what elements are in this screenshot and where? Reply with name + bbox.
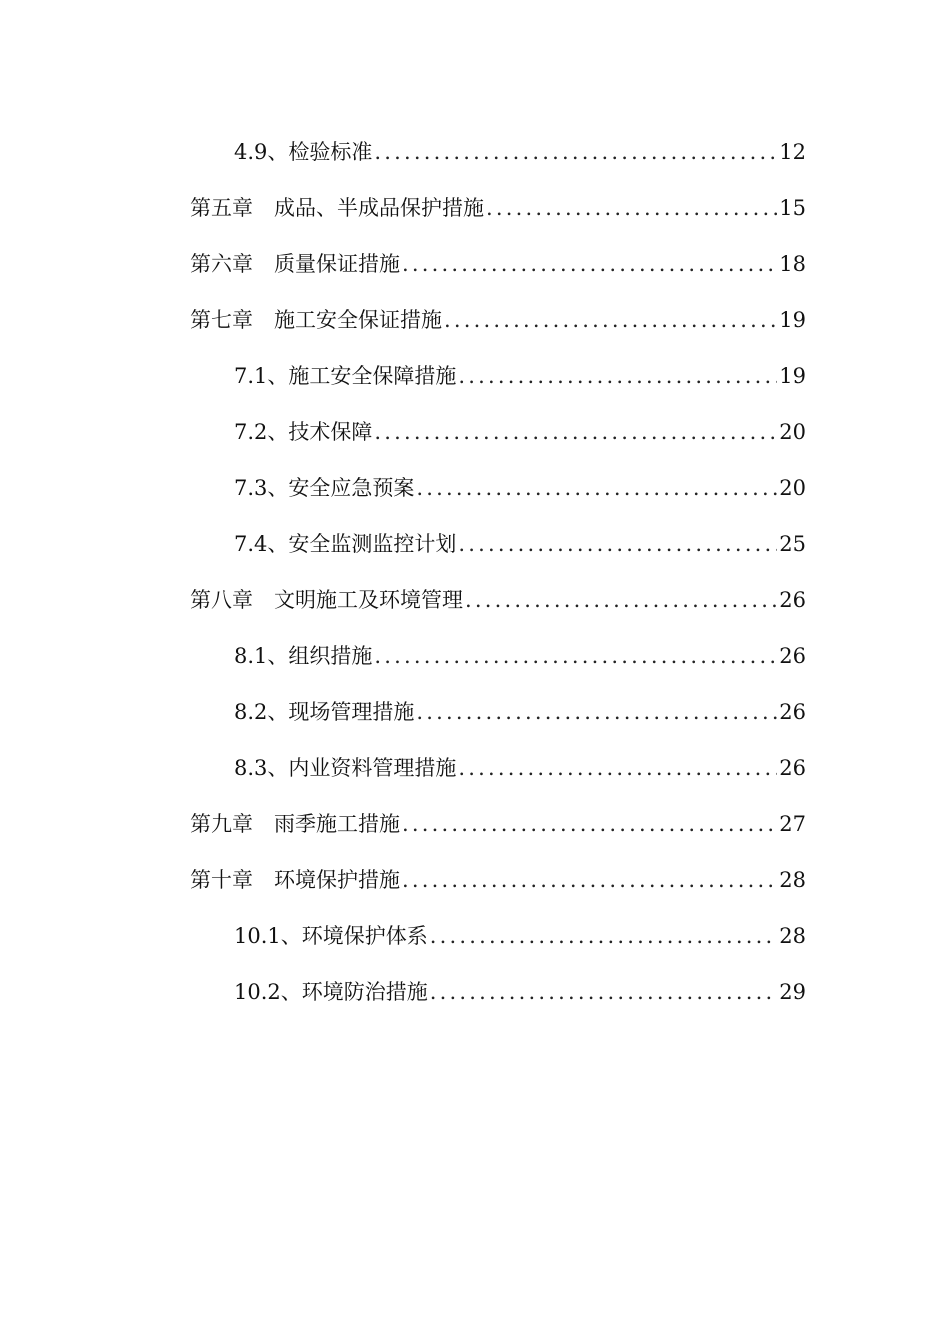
toc-entry-page: 20 xyxy=(779,476,806,500)
toc-entry-label: 10.2、环境防治措施 xyxy=(234,980,428,1004)
toc-entry-page: 12 xyxy=(779,140,806,164)
toc-entry-label: 8.3、内业资料管理措施 xyxy=(234,756,457,780)
toc-dot-leader xyxy=(430,922,778,950)
toc-entry-page: 28 xyxy=(779,924,806,948)
toc-dot-leader xyxy=(374,138,777,166)
toc-entry[interactable] xyxy=(190,250,806,278)
toc-dot-leader xyxy=(458,754,777,782)
toc-entry[interactable] xyxy=(234,530,806,558)
toc-entry-page: 15 xyxy=(779,196,806,220)
toc-entry[interactable] xyxy=(234,418,806,446)
toc-entry-page: 26 xyxy=(779,588,806,612)
toc-dot-leader xyxy=(416,698,777,726)
toc-entry[interactable] xyxy=(234,698,806,726)
toc-entry[interactable] xyxy=(190,586,806,614)
toc-entry-label: 8.2、现场管理措施 xyxy=(234,700,415,724)
toc-dot-leader xyxy=(402,866,777,894)
toc-entry-label: 第九章 雨季施工措施 xyxy=(190,812,400,836)
toc-entry-page: 20 xyxy=(779,420,806,444)
toc-entry[interactable] xyxy=(190,810,806,838)
toc-entry-label: 7.1、施工安全保障措施 xyxy=(234,364,457,388)
toc-entry-page: 19 xyxy=(779,308,806,332)
toc-entry[interactable] xyxy=(234,922,806,950)
toc-dot-leader xyxy=(416,474,777,502)
toc-entry-label: 第十章 环境保护措施 xyxy=(190,868,400,892)
toc-dot-leader xyxy=(465,586,777,614)
toc-entry-label: 10.1、环境保护体系 xyxy=(234,924,428,948)
toc-entry-label: 4.9、检验标准 xyxy=(234,140,373,164)
toc-dot-leader xyxy=(486,194,777,222)
toc-entry[interactable] xyxy=(234,362,806,390)
toc-entry-label: 8.1、组织措施 xyxy=(234,644,373,668)
toc-entry-label: 第五章 成品、半成品保护措施 xyxy=(190,196,484,220)
toc-entry-page: 26 xyxy=(779,700,806,724)
toc-dot-leader xyxy=(430,978,778,1006)
toc-entry-label: 第六章 质量保证措施 xyxy=(190,252,400,276)
toc-entry-page: 25 xyxy=(779,532,806,556)
toc-dot-leader xyxy=(458,530,777,558)
toc-dot-leader xyxy=(374,418,777,446)
toc-dot-leader xyxy=(402,250,777,278)
toc-entry[interactable] xyxy=(190,194,806,222)
toc-dot-leader xyxy=(444,306,777,334)
toc-entry[interactable] xyxy=(234,138,806,166)
toc-entry-page: 29 xyxy=(779,980,806,1004)
toc-entry-label: 7.2、技术保障 xyxy=(234,420,373,444)
toc-entry-label: 第七章 施工安全保证措施 xyxy=(190,308,442,332)
toc-entry-label: 第八章 文明施工及环境管理 xyxy=(190,588,463,612)
toc-entry[interactable] xyxy=(190,866,806,894)
toc-entry-page: 26 xyxy=(779,644,806,668)
toc-entry-page: 18 xyxy=(779,252,806,276)
toc-entry[interactable] xyxy=(234,642,806,670)
toc-entry-page: 26 xyxy=(779,756,806,780)
toc-entry[interactable] xyxy=(234,474,806,502)
toc-dot-leader xyxy=(402,810,777,838)
toc-dot-leader xyxy=(374,642,777,670)
toc-entry-page: 28 xyxy=(779,868,806,892)
toc-entry-label: 7.4、安全监测监控计划 xyxy=(234,532,457,556)
toc-entry[interactable] xyxy=(234,754,806,782)
toc-entry-label: 7.3、安全应急预案 xyxy=(234,476,415,500)
toc-entry[interactable] xyxy=(234,978,806,1006)
toc-entry-page: 19 xyxy=(779,364,806,388)
toc-entry-page: 27 xyxy=(779,812,806,836)
toc-entry[interactable] xyxy=(190,306,806,334)
toc-dot-leader xyxy=(458,362,777,390)
